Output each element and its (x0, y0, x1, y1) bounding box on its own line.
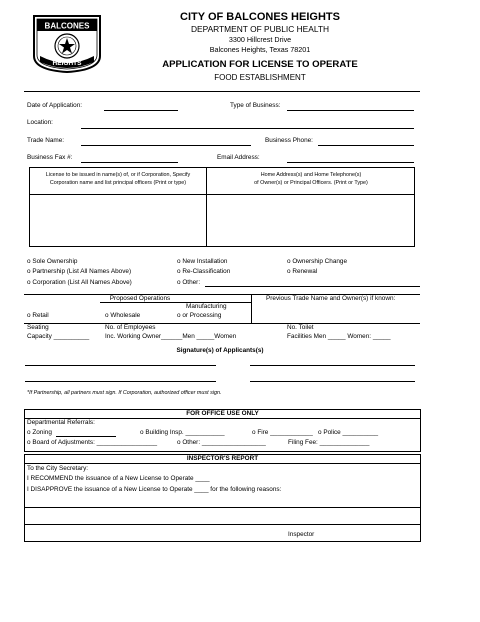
signature-note: *If Partnership, all partners must sign. If Corporation, authorized officer must sign. (27, 390, 222, 396)
option-manufacturing[interactable]: o or Processing (177, 312, 222, 319)
location-field[interactable] (81, 128, 414, 129)
business-phone-field[interactable] (318, 145, 414, 146)
option-renewal[interactable]: o Renewal (287, 268, 318, 275)
business-phone-label: Business Phone: (265, 137, 313, 144)
referral-zoning[interactable]: o Zoning (27, 429, 52, 436)
referral-other[interactable]: o Other: __________________ (177, 439, 266, 446)
departmental-referrals-label: Departmental Referrals: (27, 419, 95, 426)
signature-line-3[interactable] (25, 381, 216, 382)
owner-addresses-entry-area[interactable] (207, 195, 414, 246)
type-of-business-field[interactable] (287, 110, 414, 111)
referral-board[interactable]: o Board of Adjustments: _________________ (27, 439, 158, 446)
signature-line-1[interactable] (25, 365, 216, 366)
previous-trade-heading: Previous Trade Name and Owner(s) if known: (266, 295, 396, 302)
email-field[interactable] (287, 162, 414, 163)
names-box-left-line1: License to be issued in name(s) of, or if Corporation, Specify (45, 172, 191, 178)
owner-names-entry-area[interactable] (30, 195, 205, 246)
option-wholesale[interactable]: o Wholesale (105, 312, 141, 319)
names-box-right-line1: Home Address(s) and Home Telephone(s) (260, 172, 362, 178)
referral-police[interactable]: o Police __________ (318, 429, 379, 436)
business-fax-field[interactable] (81, 162, 178, 163)
inspector-signature-label: Inspector (288, 531, 315, 538)
city-seal-logo (30, 12, 104, 74)
filing-fee[interactable]: Filing Fee: ______________ (288, 439, 370, 446)
inspector-heading-line (24, 463, 421, 464)
address-line-2: Balcones Heights, Texas 78201 (209, 45, 311, 54)
referral-building[interactable]: o Building Insp. ___________ (140, 429, 225, 436)
reasons-entry-area[interactable] (25, 495, 420, 523)
recommend-line[interactable]: I RECOMMEND the issuance of a New License to Operate ____ (27, 475, 210, 482)
option-retail[interactable]: o Retail (27, 312, 49, 319)
form-title: APPLICATION FOR LICENSE TO OPERATE (162, 59, 358, 70)
toilet-label: No. Toilet (287, 324, 314, 331)
option-new-installation[interactable]: o New Installation (177, 258, 228, 265)
option-other[interactable]: o Other: (177, 279, 201, 286)
header-divider (24, 91, 420, 92)
toilet-facilities-field[interactable]: Facilities Men _____ Women: _____ (287, 333, 391, 340)
manufacturing-label: Manufacturing (186, 303, 227, 310)
logo-bottom-text: HEIGHTS (52, 60, 82, 67)
business-fax-label: Business Fax #: (27, 154, 73, 161)
proposed-operations-heading: Proposed Operations (109, 295, 171, 302)
option-other-field[interactable] (205, 286, 420, 287)
city-name: CITY OF BALCONES HEIGHTS (180, 11, 340, 23)
employees-label: No. of Employees (105, 324, 156, 331)
operations-mid-line (24, 323, 420, 324)
location-label: Location: (27, 119, 53, 126)
option-corporation[interactable]: o Corporation (List All Names Above) (27, 279, 132, 286)
names-box-left-line2: Corporation name and list principal officers (Print or type) (49, 180, 187, 186)
reasons-line-2 (24, 524, 421, 525)
trade-name-label: Trade Name: (27, 137, 65, 144)
option-partnership[interactable]: o Partnership (List All Names Above) (27, 268, 132, 275)
referral-zoning-field[interactable] (56, 436, 116, 437)
seating-label: Seating (27, 324, 49, 331)
seal-graphic (30, 12, 104, 74)
address-line-1: 3300 Hillcrest Drive (228, 35, 292, 44)
form-subtitle: FOOD ESTABLISHMENT (214, 73, 306, 82)
email-label: Email Address: (217, 154, 260, 161)
employees-field[interactable]: Inc. Working Owner______Men _____Women (105, 333, 237, 340)
to-city-secretary: To the City Secretary: (27, 465, 89, 472)
option-re-classification[interactable]: o Re-Classification (177, 268, 231, 275)
office-use-heading: FOR OFFICE USE ONLY (186, 410, 259, 417)
names-box-right-line2: of Owner(s) or Principal Officers. (Print or Type) (254, 180, 368, 186)
logo-top-text: BALCONES (44, 21, 90, 31)
signature-line-2[interactable] (250, 365, 415, 366)
signatures-heading: Signature(s) of Applicants(s) (176, 347, 264, 354)
signature-line-4[interactable] (250, 381, 415, 382)
proposed-operations-underline (100, 302, 251, 303)
type-of-business-label: Type of Business: (230, 102, 281, 109)
disapprove-line[interactable]: I DISAPPROVE the issuance of a New License to Operate ____ for the following reasons: (27, 486, 282, 493)
option-sole-ownership[interactable]: o Sole Ownership (27, 258, 78, 265)
trade-name-field[interactable] (81, 145, 251, 146)
seating-capacity-field[interactable]: Capacity __________ (27, 333, 90, 340)
date-of-application-label: Date of Application: (27, 102, 83, 109)
option-ownership-change[interactable]: o Ownership Change (287, 258, 348, 265)
department-name: DEPARTMENT OF PUBLIC HEALTH (190, 24, 330, 34)
date-of-application-field[interactable] (104, 110, 178, 111)
previous-trade-entry-area[interactable] (252, 303, 420, 322)
inspector-report-heading: INSPECTOR'S REPORT (186, 455, 259, 462)
referral-fire[interactable]: o Fire ____________ (252, 429, 313, 436)
